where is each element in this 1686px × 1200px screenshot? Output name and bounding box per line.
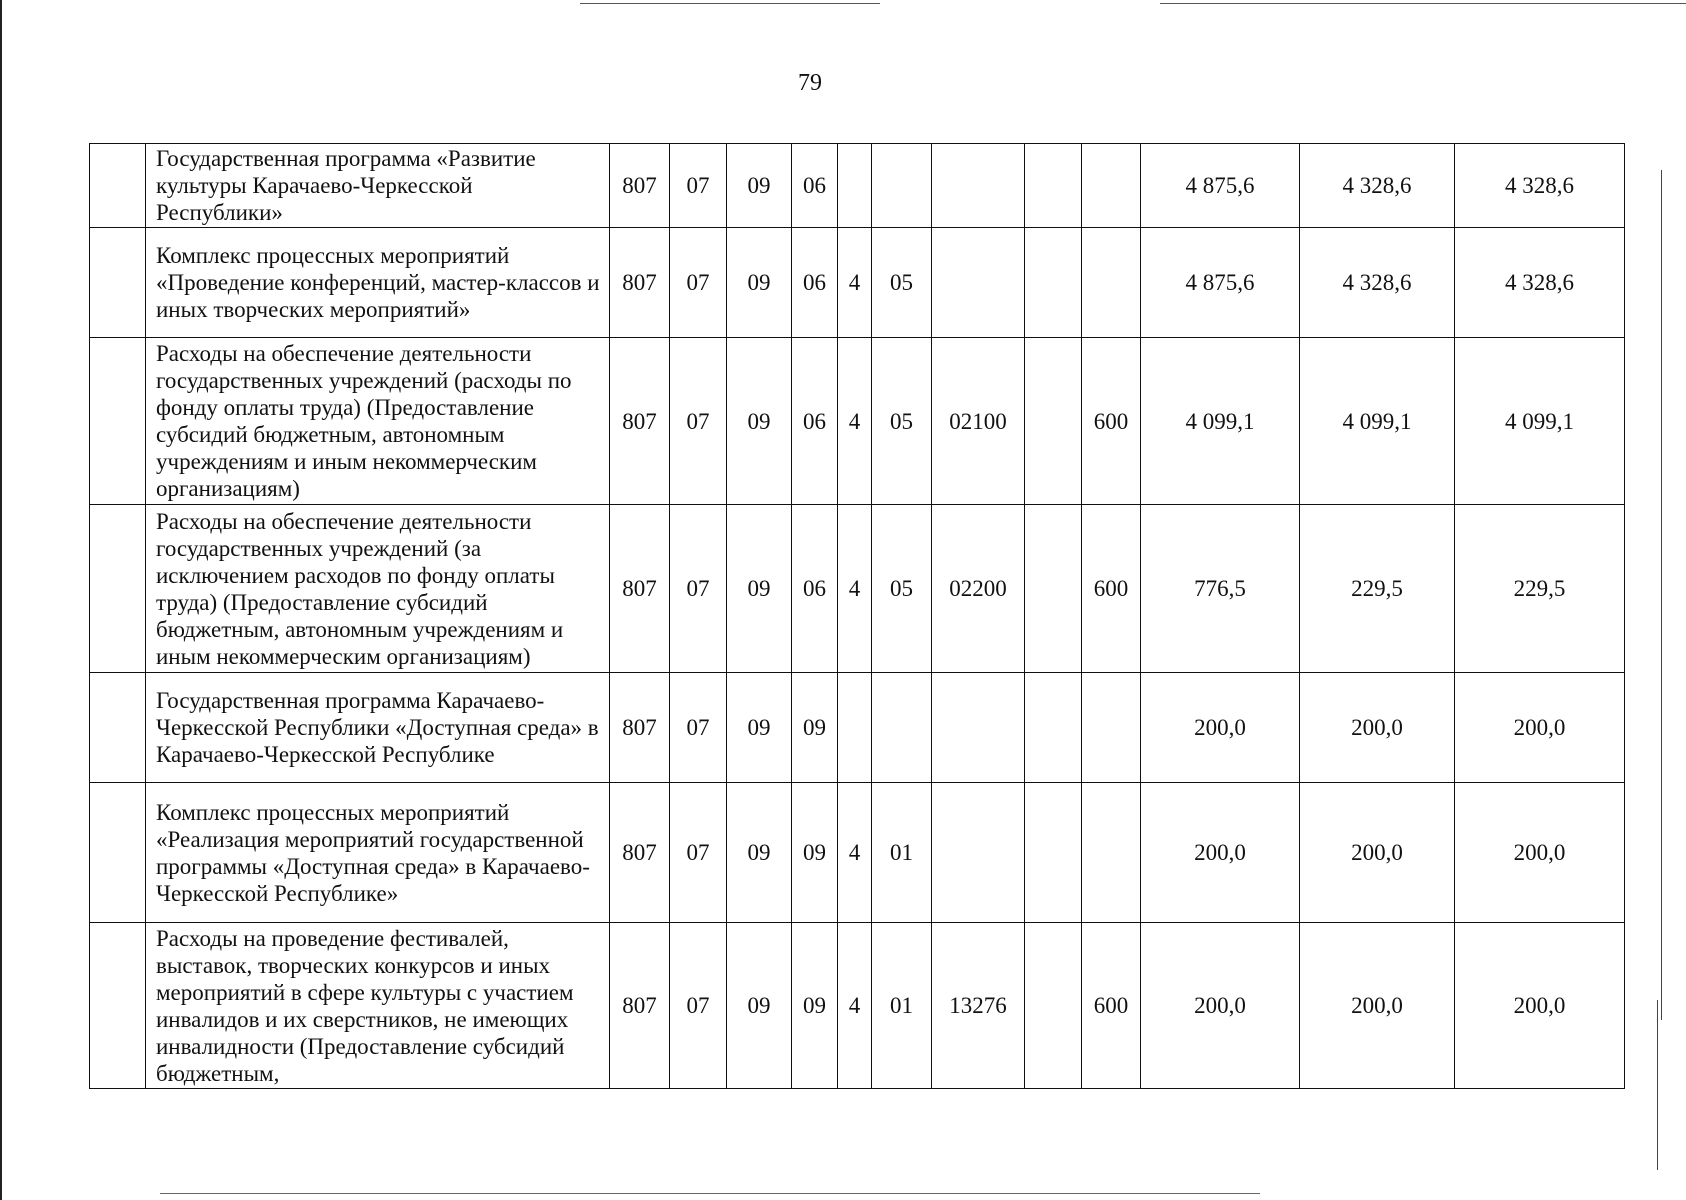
program-code: 09	[792, 923, 838, 1089]
ministry-code: 807	[610, 144, 670, 228]
amount-year-2: 200,0	[1300, 673, 1455, 783]
program-code: 09	[792, 783, 838, 923]
amount-year-1: 200,0	[1141, 673, 1300, 783]
subsection-code: 09	[727, 505, 792, 673]
expense-type-code	[1082, 783, 1141, 923]
row-name: Государственная программа «Развитие культуры Карачаево-Черкесской Республики»	[146, 144, 610, 228]
row-name: Комплекс процессных мероприятий «Реализация мероприятий государственной программы «Доступная среда» в Карачаево-Черкесской Республике»	[146, 783, 610, 923]
program-code: 06	[792, 144, 838, 228]
program-code: 06	[792, 505, 838, 673]
direction-code	[932, 673, 1025, 783]
row-number-cell	[90, 338, 146, 505]
subsection-code: 09	[727, 923, 792, 1089]
direction-code	[932, 144, 1025, 228]
expense-type-code	[1082, 144, 1141, 228]
scan-edge-left	[0, 0, 2, 1200]
direction-code: 13276	[932, 923, 1025, 1089]
budget-table	[89, 143, 1625, 1089]
amount-year-2: 229,5	[1300, 505, 1455, 673]
section-code: 07	[670, 673, 727, 783]
subprogram-code: 05	[872, 338, 932, 505]
subprogram-code: 01	[872, 923, 932, 1089]
amount-year-1: 200,0	[1141, 923, 1300, 1089]
expense-type-code: 600	[1082, 923, 1141, 1089]
subsection-code: 09	[727, 144, 792, 228]
budget-table-body	[90, 144, 1625, 1089]
amount-year-1: 4 875,6	[1141, 228, 1300, 338]
table-row	[90, 923, 1625, 1089]
section-code: 07	[670, 228, 727, 338]
amount-year-3: 200,0	[1455, 673, 1625, 783]
amount-year-2: 4 328,6	[1300, 228, 1455, 338]
subprogram-code: 05	[872, 505, 932, 673]
subprogram-type-code	[838, 144, 872, 228]
ministry-code: 807	[610, 673, 670, 783]
subprogram-type-code	[838, 673, 872, 783]
extra-code	[1025, 228, 1082, 338]
program-code: 09	[792, 673, 838, 783]
amount-year-3: 200,0	[1455, 923, 1625, 1089]
amount-year-2: 200,0	[1300, 923, 1455, 1089]
subprogram-code: 01	[872, 783, 932, 923]
table-row	[90, 505, 1625, 673]
table-row	[90, 228, 1625, 338]
row-name: Расходы на проведение фестивалей, выставок, творческих конкурсов и иных мероприятий в сфере культуры с участием инвалидов и их сверстников, не имеющих инвалидности (Предоставление субсидий бюджетным,	[146, 923, 610, 1089]
direction-code: 02200	[932, 505, 1025, 673]
subsection-code: 09	[727, 338, 792, 505]
subprogram-type-code: 4	[838, 783, 872, 923]
direction-code	[932, 228, 1025, 338]
section-code: 07	[670, 783, 727, 923]
program-code: 06	[792, 228, 838, 338]
subprogram-code	[872, 673, 932, 783]
subsection-code: 09	[727, 673, 792, 783]
section-code: 07	[670, 505, 727, 673]
row-name: Государственная программа Карачаево-Черкесской Республики «Доступная среда» в Карачаево-Черкесской Республике	[146, 673, 610, 783]
extra-code	[1025, 144, 1082, 228]
table-row	[90, 144, 1625, 228]
amount-year-3: 229,5	[1455, 505, 1625, 673]
expense-type-code	[1082, 673, 1141, 783]
amount-year-3: 4 328,6	[1455, 228, 1625, 338]
expense-type-code: 600	[1082, 338, 1141, 505]
ministry-code: 807	[610, 923, 670, 1089]
table-row	[90, 783, 1625, 923]
extra-code	[1025, 783, 1082, 923]
amount-year-2: 4 099,1	[1300, 338, 1455, 505]
subprogram-code	[872, 144, 932, 228]
row-number-cell	[90, 144, 146, 228]
subprogram-type-code: 4	[838, 228, 872, 338]
ministry-code: 807	[610, 228, 670, 338]
row-number-cell	[90, 783, 146, 923]
section-code: 07	[670, 144, 727, 228]
program-code: 06	[792, 338, 838, 505]
subsection-code: 09	[727, 228, 792, 338]
row-name: Расходы на обеспечение деятельности государственных учреждений (за исключением расходов по фонду оплаты труда) (Предоставление субсидий бюджетным, автономным учреждениям и иным некоммерческим организациям)	[146, 505, 610, 673]
extra-code	[1025, 505, 1082, 673]
row-number-cell	[90, 923, 146, 1089]
expense-type-code	[1082, 228, 1141, 338]
amount-year-2: 200,0	[1300, 783, 1455, 923]
ministry-code: 807	[610, 338, 670, 505]
row-number-cell	[90, 228, 146, 338]
subsection-code: 09	[727, 783, 792, 923]
direction-code	[932, 783, 1025, 923]
extra-code	[1025, 923, 1082, 1089]
amount-year-3: 200,0	[1455, 783, 1625, 923]
page-number: 79	[798, 70, 822, 96]
expense-type-code: 600	[1082, 505, 1141, 673]
ministry-code: 807	[610, 505, 670, 673]
scan-line-top	[580, 3, 880, 4]
direction-code: 02100	[932, 338, 1025, 505]
section-code: 07	[670, 338, 727, 505]
row-name: Комплекс процессных мероприятий «Проведение конференций, мастер-классов и иных творческих мероприятий»	[146, 228, 610, 338]
subprogram-type-code: 4	[838, 338, 872, 505]
table-row	[90, 338, 1625, 505]
amount-year-1: 776,5	[1141, 505, 1300, 673]
amount-year-3: 4 328,6	[1455, 144, 1625, 228]
amount-year-2: 4 328,6	[1300, 144, 1455, 228]
scan-line-top	[1160, 3, 1686, 4]
section-code: 07	[670, 923, 727, 1089]
scan-edge-right	[1661, 170, 1662, 1020]
extra-code	[1025, 338, 1082, 505]
amount-year-3: 4 099,1	[1455, 338, 1625, 505]
subprogram-code: 05	[872, 228, 932, 338]
row-number-cell	[90, 673, 146, 783]
amount-year-1: 4 099,1	[1141, 338, 1300, 505]
scan-edge-right	[1657, 1000, 1658, 1170]
amount-year-1: 4 875,6	[1141, 144, 1300, 228]
row-name: Расходы на обеспечение деятельности государственных учреждений (расходы по фонду оплаты труда) (Предоставление субсидий бюджетным, автономным учреждениям и иным некоммерческим организациям)	[146, 338, 610, 505]
extra-code	[1025, 673, 1082, 783]
row-number-cell	[90, 505, 146, 673]
ministry-code: 807	[610, 783, 670, 923]
scan-line-bottom	[160, 1193, 1260, 1194]
table-row	[90, 673, 1625, 783]
subprogram-type-code: 4	[838, 505, 872, 673]
amount-year-1: 200,0	[1141, 783, 1300, 923]
subprogram-type-code: 4	[838, 923, 872, 1089]
